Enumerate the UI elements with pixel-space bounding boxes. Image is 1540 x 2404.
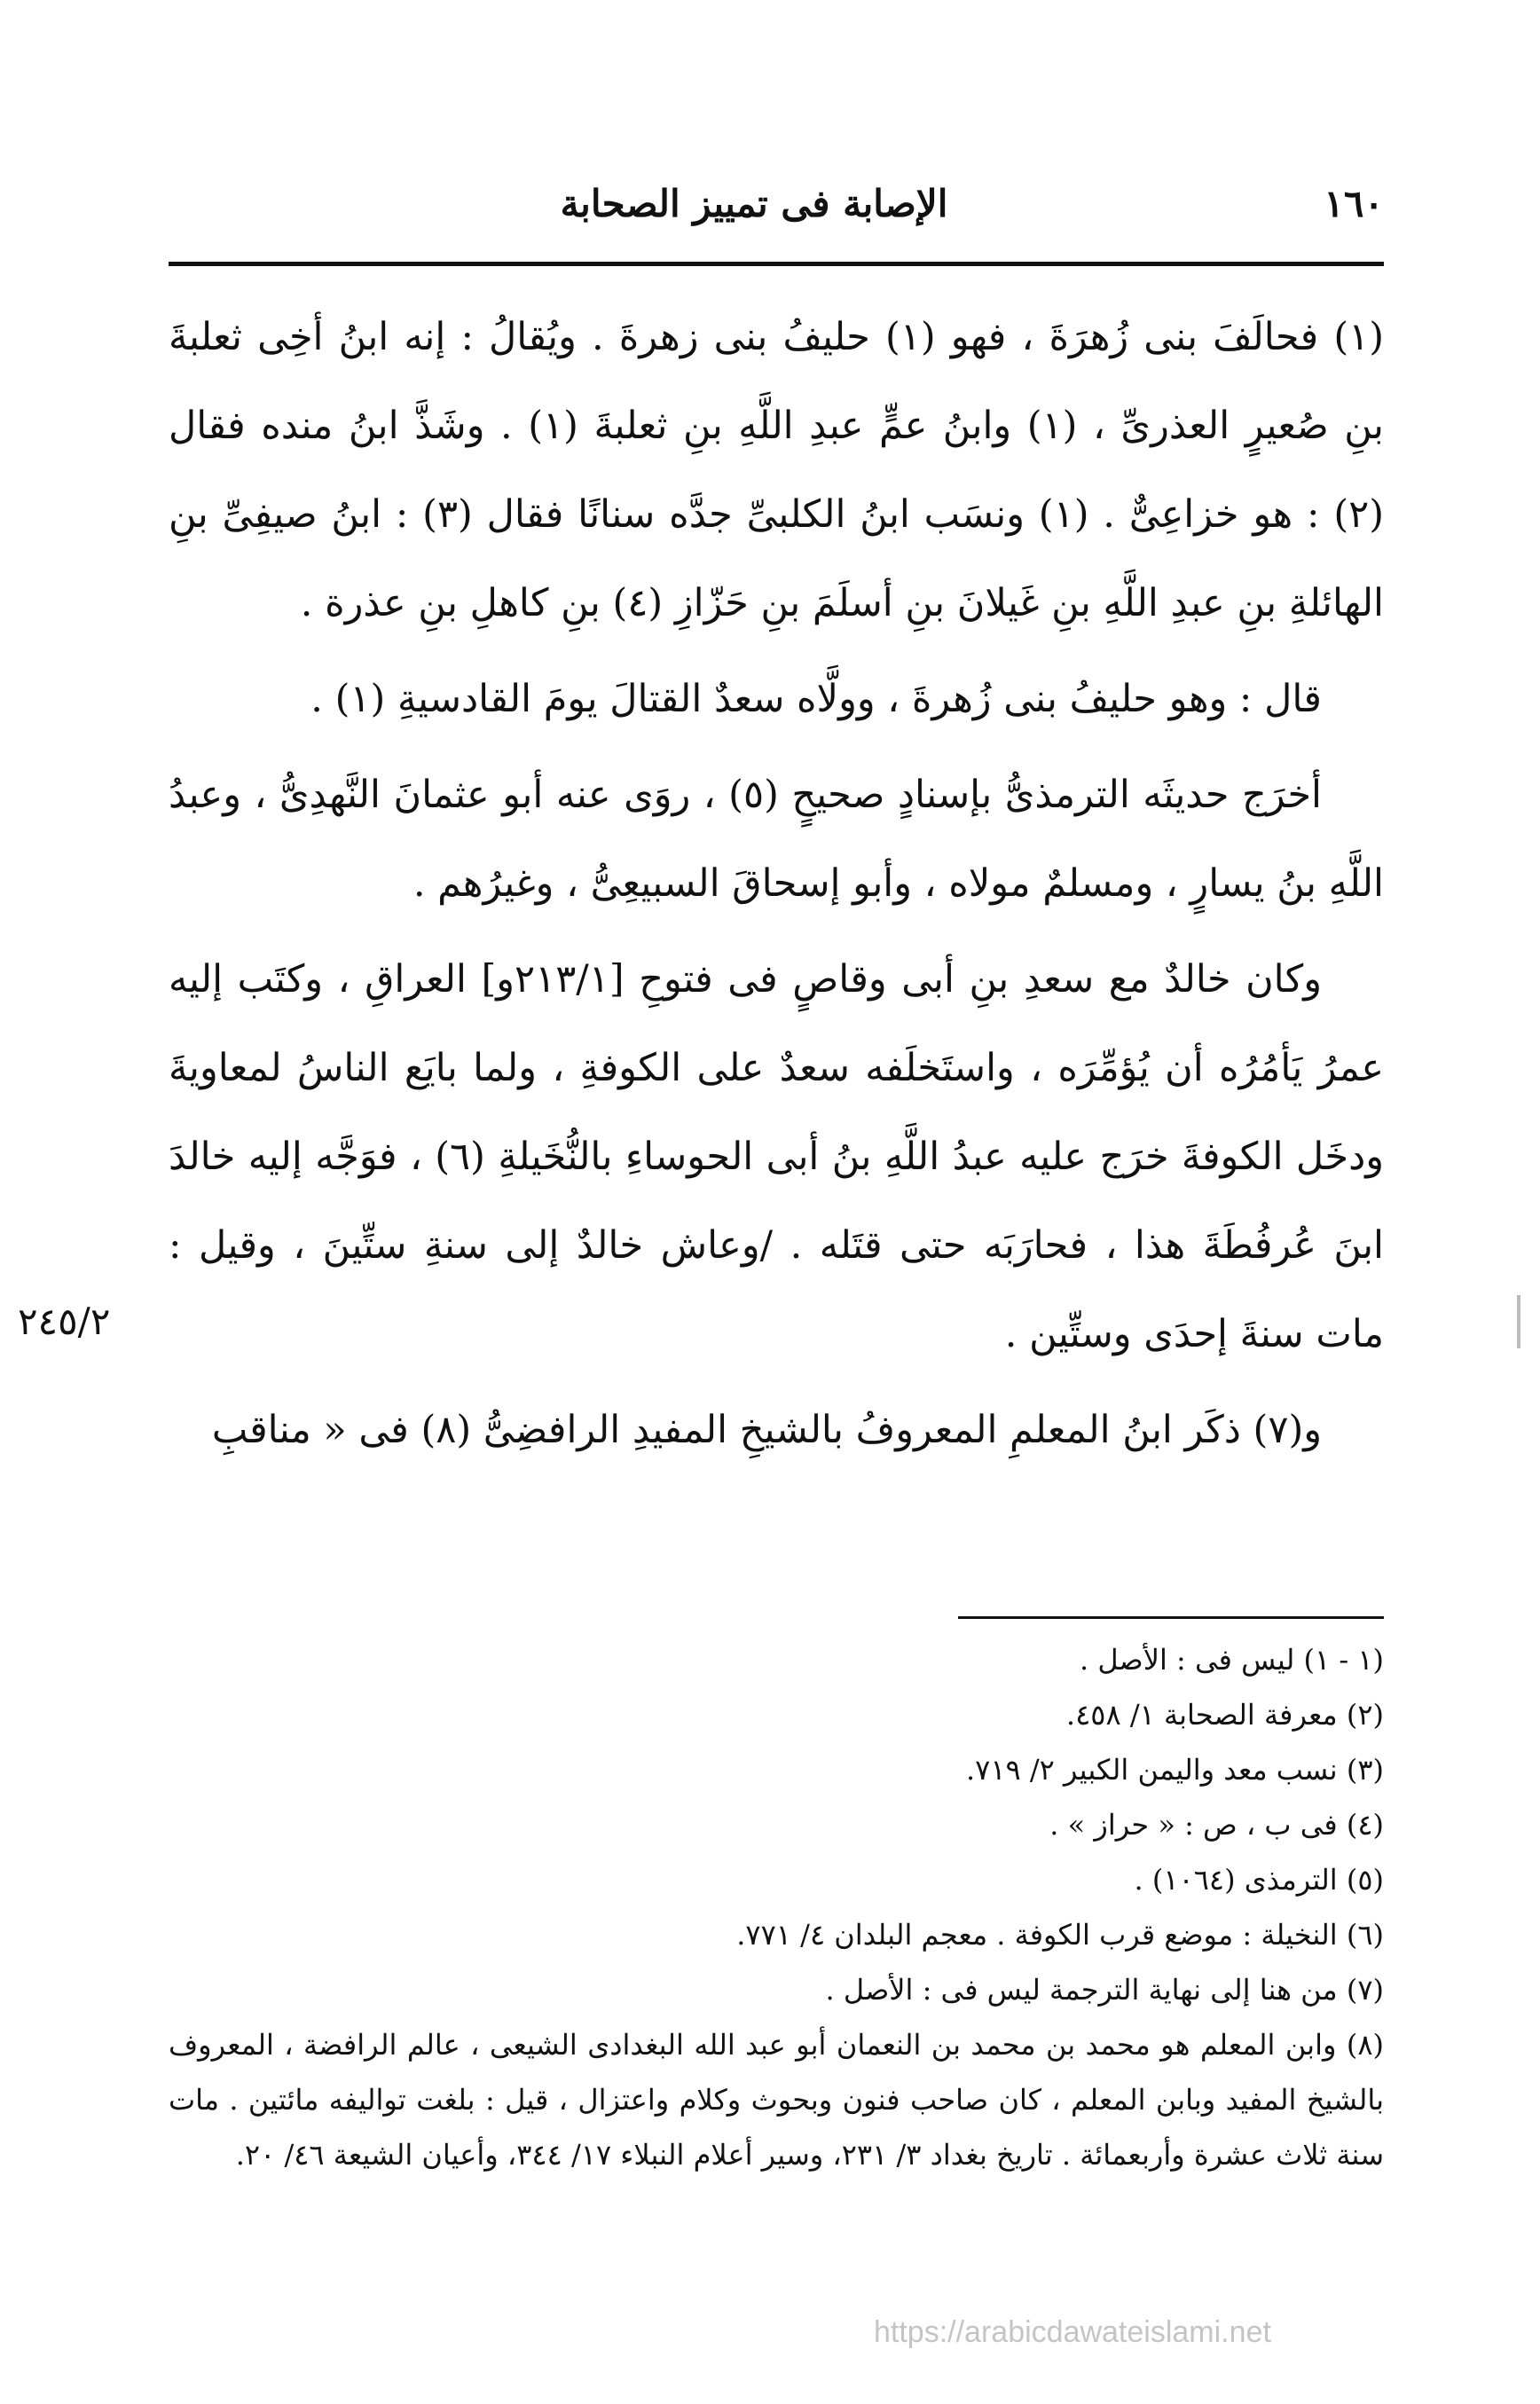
footnote-3: (٣) نسب معد واليمن الكبير ٢/ ٧١٩.: [965, 1753, 1384, 1787]
footnote-8: (٨) وابن المعلم هو محمد بن محمد بن النعمان أبو عبد الله البغدادى الشيعى ، عالم الرافضة ، المعروف بالشيخ المفيد وبابن المعلم ، كان صاحب فنون وبحوث وكلام واعتزال ، قيل : بلغت تواليفه مائتين . مات سنة ثلاث عشرة وأربعمائة . تاريخ بغداد ٣/ ٢٣١، وسير أعلام النبلاء ١٧/ ٣٤٤، وأعيان الشيعة ٤٦/ ٢٠.: [169, 2028, 1385, 2172]
paragraph-1: (١) فحالَفَ بنى زُهرَةَ ، فهو (١) حليفُ بنى زهرةَ . ويُقالُ : إنه ابنُ أخِى ثعلبةَ بنِ صُعيرٍ العذرىِّ ، (١) وابنُ عمٍّ عبدِ اللَّهِ بنِ ثعلبةَ (١) . وشَذَّ ابنُ منده فقال (٢) : هو خزاعِىٌّ . (١) ونسَب ابنُ الكلبىِّ جدَّه سنانًا فقال (٣) : ابنُ صيفِىِّ بنِ الهائلةِ بنِ عبدِ اللَّهِ بنِ غَيلانَ بنِ أسلَمَ بنِ حَزّازِ (٤) بنِ كاهلِ بنِ عذرة .: [169, 315, 1385, 625]
watermark-url: https://arabicdawateislami.net: [874, 2315, 1271, 2349]
paragraph-5: و(٧) ذكَر ابنُ المعلمِ المعروفُ بالشيخِ المفيدِ الرافضِىُّ (٨) فى « مناقبِ: [211, 1408, 1322, 1452]
running-title: الإصابة فى تمييز الصحابة: [560, 182, 948, 225]
footnote-5: (٥) الترمذى (١٠٦٤) .: [1134, 1863, 1384, 1897]
footnote-separator: [958, 1616, 1384, 1619]
footnote-6: (٦) النخيلة : موضع قرب الكوفة . معجم البلدان ٤/ ٧٧١.: [736, 1918, 1384, 1952]
margin-mark: [1517, 1295, 1520, 1348]
footnote-2: (٢) معرفة الصحابة ١/ ٤٥٨.: [1065, 1698, 1384, 1732]
paragraph-2: قال : وهو حليفُ بنى زُهرةَ ، وولَّاه سعدٌ القتالَ يومَ القادسيةِ (١) .: [310, 677, 1322, 721]
paragraph-3: أخرَج حديثَه الترمذىُّ بإسنادٍ صحيحٍ (٥) ، روَى عنه أبو عثمانَ النَّهدِىُّ ، وعبدُ اللَّهِ بنُ يسارٍ ، ومسلمٌ مولاه ، وأبو إسحاقَ السبيعِىُّ ، وغيرُهم .: [169, 773, 1384, 906]
main-text: [169, 293, 1384, 1474]
margin-volume-reference: ٢٤٥/٢: [18, 1300, 111, 1343]
paragraph-4: وكان خالدٌ مع سعدِ بنِ أبى وقاصٍ فى فتوحِ [٢١٣/١و] العراقِ ، وكتَب إليه عمرُ يَأمُرُه أن يُؤمِّرَه ، واستَخلَفه سعدٌ على الكوفةِ ، ولما بايَع الناسُ لمعاويةَ ودخَل الكوفةَ خرَج عليه عبدُ اللَّهِ بنُ أبى الحوساءِ بالنُّخَيلةِ (٦) ، فوَجَّه إليه خالدَ ابنَ عُرفُطَةَ هذا ، فحارَبَه حتى قتَله . /وعاش خالدٌ إلى سنةِ ستِّينَ ، وقيل : مات سنةَ إحدَى وستِّين .: [169, 957, 1384, 1356]
footnote-4: (٤) فى ب ، ص : « حراز » .: [1049, 1808, 1384, 1842]
footnotes: [169, 1632, 1384, 2182]
page-header: [169, 182, 1384, 235]
page-number: ١٦٠: [1324, 182, 1384, 225]
footnote-7: (٧) من هنا إلى نهاية الترجمة ليس فى : الأصل .: [825, 1973, 1384, 2007]
header-rule: [169, 262, 1384, 266]
footnote-1: (١ - ١) ليس فى : الأصل .: [1079, 1643, 1384, 1677]
